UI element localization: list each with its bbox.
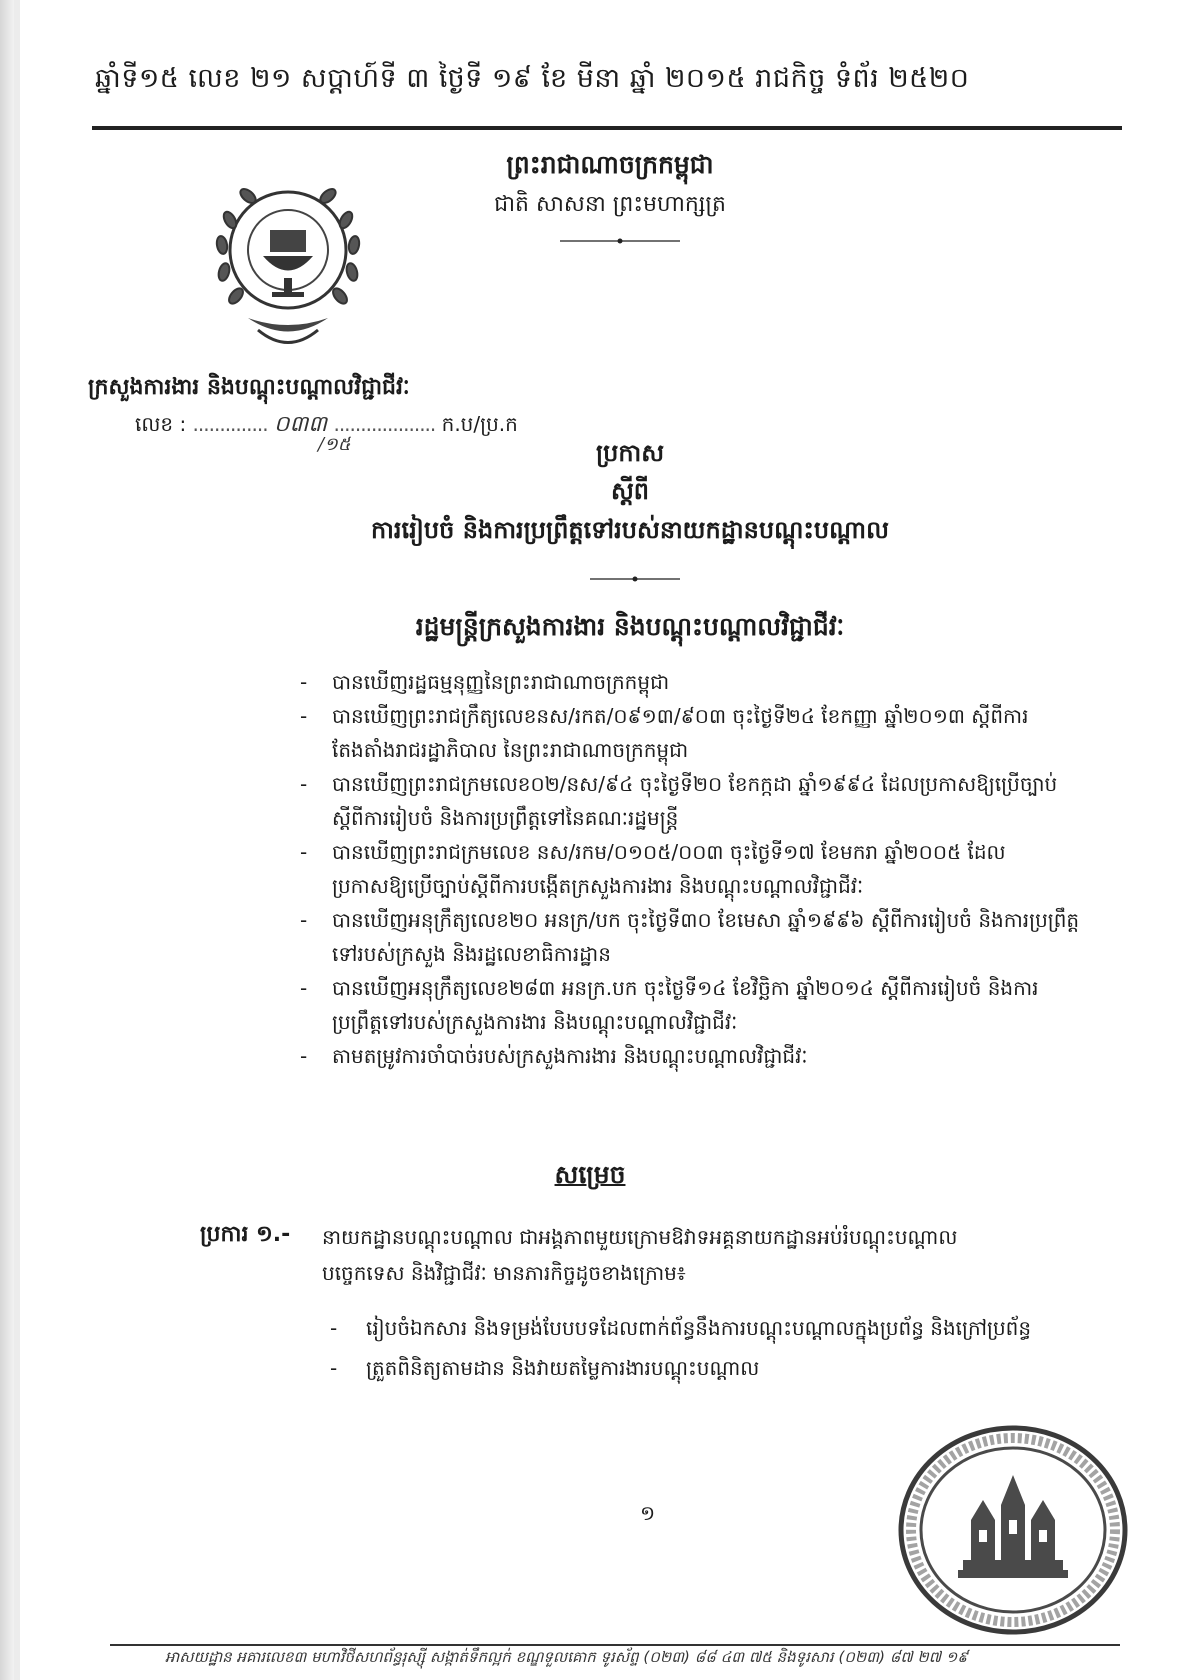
scan-page-edge-inner [14, 0, 20, 1680]
list-item: - រៀបចំឯកសារ និងទម្រង់បែបបទដែលពាក់ព័ន្ធនឹងការបណ្តុះបណ្តាលក្នុងប្រព័ន្ធ និងក្រៅប្រព័ន្ធ [330, 1316, 1032, 1340]
footer-rule [110, 1644, 1120, 1646]
ministry-name: ក្រសួងការងារ និងបណ្តុះបណ្តាលវិជ្ជាជីវៈ [88, 375, 410, 400]
list-item: - តាមតម្រូវការចាំបាច់របស់ក្រសួងការងារ និងបណ្តុះបណ្តាលវិជ្ជាជីវៈ [300, 1044, 808, 1068]
article-1-label: ប្រការ ១.- [200, 1222, 291, 1247]
decision-heading-wrap [0, 1160, 1180, 1196]
gazette-header: ឆ្នាំទី១៥ លេខ ២១ សប្តាហ៍ទី ៣ ថ្ងៃទី ១៩ ខែ មីនា ឆ្នាំ ២០១៥ រាជកិច្ច ទំព័រ ២៥២០ [95, 63, 970, 94]
reference-handwritten-number: ០៣៣ [273, 412, 328, 437]
list-item: - បានឃើញព្រះរាជក្រមលេខ០២/នស/៩៤ ចុះថ្ងៃទី២០ ខែកក្កដា ឆ្នាំ១៩៩៤ ដែលប្រកាសឱ្យប្រើច្បាប់ស្តីពីការរៀបចំ និងការប្រព្រឹត្តទៅនៃគណៈរដ្ឋមន្ត្រី [300, 772, 1058, 830]
kingdom-name: ព្រះរាជាណាចក្រកម្ពុជា [506, 150, 714, 179]
footer-address: អាសយដ្ឋាន អគារលេខ៣ មហាវិថីសហព័ន្ធរុស្ស៊ី សង្កាត់ទឹកល្អក់ ខណ្ឌទួលគោក ទូរស័ព្ទ (០២៣) ៨៨ ៤៣ ៧៥ និងទូរសារ (០២៣) ៨៧ ២៧ ១៩ [165, 1648, 968, 1666]
list-item: - បានឃើញរដ្ឋធម្មនុញ្ញនៃព្រះរាជាណាចក្រកម្ពុជា [300, 670, 670, 694]
scan-page-edge [0, 0, 14, 1680]
considerations-list [300, 665, 1080, 1073]
article-1-text: នាយកដ្ឋានបណ្តុះបណ្តាល ជាអង្គភាពមួយក្រោមឱវាទអគ្គនាយកដ្ឋានអប់រំបណ្តុះបណ្តាល [322, 1225, 958, 1249]
ministry-emblem-icon [208, 160, 368, 360]
ornament-divider-icon [560, 238, 680, 244]
reference-number: លេខ : .............. ០៣៣ ................... ក.ប/ប្រ.ក [135, 412, 518, 437]
official-seal-stamp-icon [893, 1420, 1133, 1640]
decision-heading: សម្រេច [554, 1160, 626, 1189]
list-item: - បានឃើញអនុក្រឹត្យលេខ២០ អនក្រ/បក ចុះថ្ងៃទី៣០ ខែមេសា ឆ្នាំ១៩៩៦ ស្តីពីការរៀបចំ និងការប្រព្រឹត្តទៅរបស់ក្រសួង និងរដ្ឋលេខាធិការដ្ឋាន [300, 908, 1080, 966]
document-subject: ការរៀបចំ និងការប្រព្រឹត្តទៅរបស់នាយកដ្ឋានបណ្តុះបណ្តាល [371, 516, 889, 544]
list-item: - បានឃើញអនុក្រឹត្យលេខ២៨៣ អនក្រ.បក ចុះថ្ងៃទី១៤ ខែវិច្ឆិកា ឆ្នាំ២០១៤ ស្តីពីការរៀបចំ និងការប្រព្រឹត្តទៅរបស់ក្រសួងការងារ និងបណ្តុះបណ្តាលវិជ្ជាជីវៈ [300, 976, 1039, 1034]
reference-label: លេខ : [135, 412, 187, 436]
list-item: - បានឃើញព្រះរាជក្រឹត្យលេខនស/រកត/០៩១៣/៩០៣ ចុះថ្ងៃទី២៤ ខែកញ្ញា ឆ្នាំ២០១៣ ស្តីពីការតែងតាំងរាជរដ្ឋាភិបាល នៃព្រះរាជាណាចក្រកម្ពុជា [300, 704, 1029, 762]
article-1-text-continued: បច្ចេកទេស និងវិជ្ជាជីវៈ មានភារកិច្ចដូចខាងក្រោម៖ [322, 1261, 686, 1285]
document-about: ស្តីពី [610, 477, 650, 505]
national-motto: ជាតិ សាសនា ព្រះមហាក្សត្រ [494, 192, 726, 217]
reference-handwritten-year: /១៥ [318, 434, 351, 455]
list-item: - ត្រួតពិនិត្យតាមដាន និងវាយតម្លៃការងារបណ្តុះបណ្តាល [330, 1356, 760, 1380]
duties-list [330, 1310, 1100, 1390]
ornament-divider-icon [590, 576, 680, 582]
page-number: ១ [640, 1501, 656, 1525]
list-item: - បានឃើញព្រះរាជក្រមលេខ នស/រកម/០១០៥/០០៣ ចុះថ្ងៃទី១៧ ខែមករា ឆ្នាំ២០០៥ ដែលប្រកាសឱ្យប្រើច្បាប់ស្តីពីការបង្កើតក្រសួងការងារ និងបណ្តុះបណ្តាលវិជ្ជាជីវៈ [300, 840, 1006, 898]
reference-suffix: ក.ប/ប្រ.ក [441, 412, 518, 436]
header-rule [92, 126, 1122, 130]
document-type: ប្រកាស [595, 439, 665, 467]
minister-title: រដ្ឋមន្ត្រីក្រសួងការងារ និងបណ្តុះបណ្តាលវិជ្ជាជីវៈ [415, 612, 845, 641]
